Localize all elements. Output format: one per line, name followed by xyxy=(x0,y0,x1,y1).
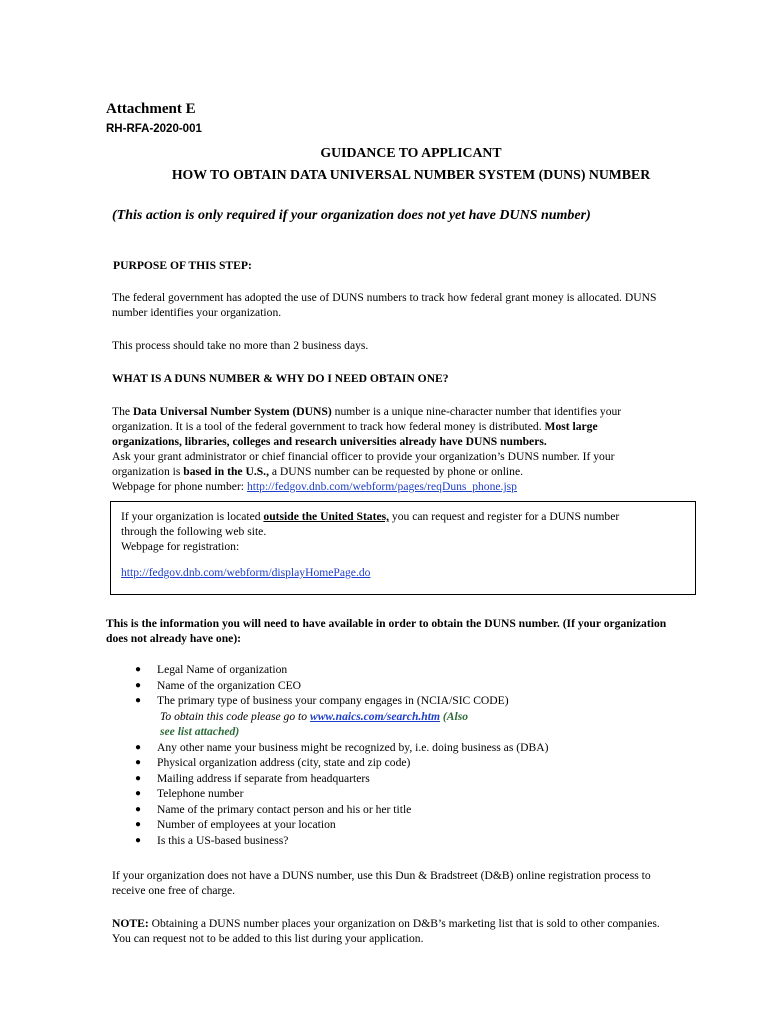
list-item: ● Number of employees at your location xyxy=(135,818,336,831)
box-text-line: through the following web site. xyxy=(121,525,267,538)
applicability-note: (This action is only required if your organization does not yet have DUNS number) xyxy=(112,208,591,223)
phone-webpage-link[interactable]: http://fedgov.dnb.com/webform/pages/reqDuns_phone.jsp xyxy=(246,480,517,493)
attachment-label: Attachment E xyxy=(106,101,196,117)
list-item: ● Any other name your business might be recognized by, i.e. doing business as (DBA) xyxy=(135,740,549,754)
bullet-icon: ● xyxy=(135,772,142,784)
list-item: ● Physical organization address (city, state and zip code) xyxy=(135,756,411,769)
box-text-line: If your organization is located outside the United States, you can request and register for a DUNS number xyxy=(121,510,620,523)
what-heading: WHAT IS A DUNS NUMBER & WHY DO I NEED OBTAIN ONE? xyxy=(112,372,449,385)
what-text-line: organizations, libraries, colleges and research universities already have DUNS numbers. xyxy=(112,435,547,448)
list-item: ● The primary type of business your company engages in (NCIA/SIC CODE) xyxy=(135,694,509,707)
list-item: ● Is this a US-based business? xyxy=(135,833,289,847)
note-line: NOTE: Obtaining a DUNS number places your organization on D&B’s marketing list that is sold to other companies. xyxy=(112,917,660,930)
requirements-list xyxy=(135,662,549,848)
registration-link[interactable]: http://fedgov.dnb.com/webform/displayHomePage.do xyxy=(121,566,371,579)
purpose-duration: This process should take no more than 2 business days. xyxy=(112,339,369,352)
page-title: GUIDANCE TO APPLICANT xyxy=(320,145,502,160)
purpose-text-line: number identifies your organization. xyxy=(112,306,282,319)
list-item: ● Name of the organization CEO xyxy=(135,678,302,692)
what-text-line: organization. It is a tool of the federal government to track how federal money is distributed. Most large xyxy=(112,420,598,433)
bullet-icon: ● xyxy=(135,788,142,799)
bullet-icon: ● xyxy=(135,803,142,815)
list-item-note: see list attached) xyxy=(160,725,240,738)
what-text-line: organization is based in the U.S., a DUNS number can be requested by phone or online. xyxy=(112,465,523,478)
what-text-line: Ask your grant administrator or chief financial officer to provide your organization’s DUNS number. If your xyxy=(112,450,615,463)
bullet-icon: ● xyxy=(135,834,142,846)
phone-webpage-line: Webpage for phone number: http://fedgov.dnb.com/webform/pages/reqDuns_phone.jsp xyxy=(112,480,517,493)
bullet-icon: ● xyxy=(135,679,142,691)
naics-link[interactable]: www.naics.com/search.htm xyxy=(309,709,440,723)
bullet-icon: ● xyxy=(135,695,142,706)
bullet-icon: ● xyxy=(135,664,142,675)
bullet-icon: ● xyxy=(135,757,142,768)
list-item: ● Legal Name of organization xyxy=(135,663,288,676)
closing-text-line: If your organization does not have a DUNS number, use this Dun & Bradstreet (D&B) online registration process to xyxy=(112,869,651,882)
closing-text-line: receive one free of charge. xyxy=(112,884,236,897)
info-heading: This is the information you will need to have available in order to obtain the DUNS number. (If your organization xyxy=(106,617,667,630)
bullet-icon: ● xyxy=(135,741,142,753)
purpose-text-line: The federal government has adopted the use of DUNS numbers to track how federal grant money is allocated. DUNS xyxy=(112,291,657,304)
box-text-line: Webpage for registration: xyxy=(121,540,240,553)
note-line: You can request not to be added to this list during your application. xyxy=(112,932,424,945)
info-heading: does not already have one): xyxy=(106,632,242,645)
purpose-heading: PURPOSE OF THIS STEP: xyxy=(113,259,252,272)
list-item: ● Telephone number xyxy=(135,787,244,800)
rfa-code: RH-RFA-2020-001 xyxy=(106,123,202,135)
list-item: ● Mailing address if separate from headquarters xyxy=(135,771,370,785)
registration-line xyxy=(121,565,370,580)
page-subtitle: HOW TO OBTAIN DATA UNIVERSAL NUMBER SYSTEM (DUNS) NUMBER xyxy=(171,167,651,182)
bullet-icon: ● xyxy=(135,819,142,830)
list-item-note: To obtain this code please go to www.naics.com/search.htm (Also xyxy=(160,709,469,723)
what-text-line: The Data Universal Number System (DUNS) number is a unique nine-character number that identifies your xyxy=(112,405,622,418)
note-label: NOTE: xyxy=(112,917,149,930)
list-item: ● Name of the primary contact person and his or her title xyxy=(135,802,412,816)
